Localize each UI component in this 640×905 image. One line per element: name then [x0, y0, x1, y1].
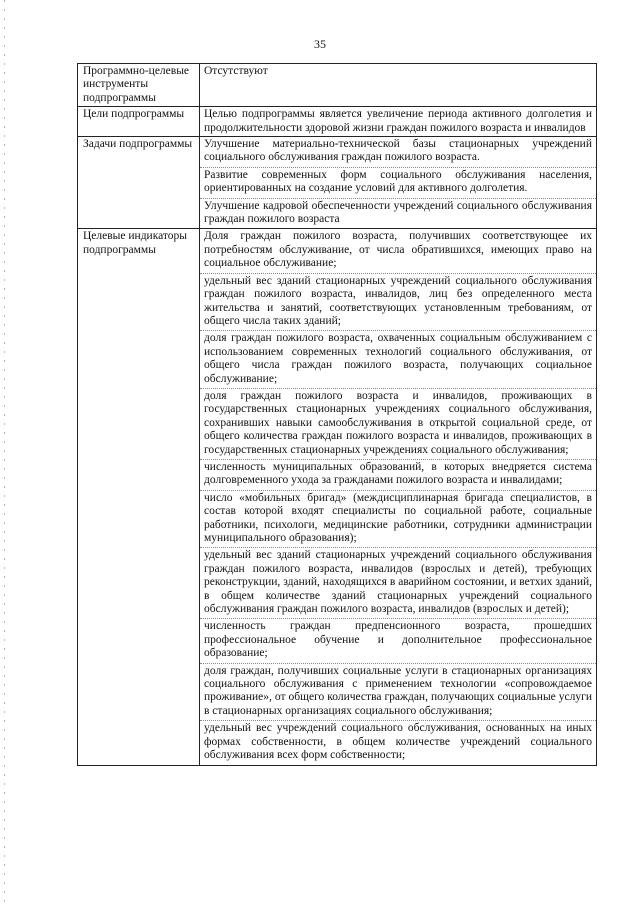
row-paragraph: удельный вес учреждений социального обслуживания, основанных на иных формах собственности, в общем количестве учреждений социального обслуживания всех форм собственности; [204, 722, 592, 762]
row-paragraph: доля граждан пожилого возраста, охваченных социальным обслуживанием с использованием современных технологий социального обслуживания, от общего числа граждан пожилого возраста, получающих социальное обслуживание; [200, 331, 596, 389]
row-paragraph: Улучшение материально-технической базы стационарных учреждений социального обслуживания граждан пожилого возраста. [200, 137, 596, 168]
passport-table [77, 63, 597, 766]
row-paragraph: число «мобильных бригад» (междисциплинарная бригада специалистов, в состав которой входят специалисты по социальной работе, социальные работники, психологи, медицинские работники, сотрудники администрации муниципального образования); [200, 491, 596, 549]
row-label: Цели подпрограммы [78, 107, 200, 137]
row-paragraph: Целью подпрограммы является увеличение периода активного долголетия и продолжительности здоровой жизни граждан пожилого возраста и инвалидов [204, 108, 592, 134]
row-paragraph: доля граждан, получивших социальные услуги в стационарных организациях социального обслуживания с применением технологии «сопровождаемое проживание», от общего количества граждан, получающих социальные услуги в стационарных организациях социального обслуживания; [200, 664, 596, 722]
table-row [78, 64, 597, 107]
page-number: 35 [314, 37, 326, 51]
row-paragraph: численность граждан предпенсионного возраста, прошедших профессиональное обучение и дополнительное профессиональное образование; [200, 619, 596, 663]
row-paragraph: Развитие современных форм социального обслуживания населения, ориентированных на создание условий для активного долголетия. [200, 168, 596, 199]
row-paragraph: Улучшение кадровой обеспеченности учреждений социального обслуживания граждан пожилого возраста [204, 199, 592, 226]
row-label: Целевые индикаторы подпрограммы [78, 229, 200, 765]
row-label: Задачи подпрограммы [78, 137, 200, 229]
row-content [200, 229, 597, 765]
table-row [78, 107, 597, 137]
row-paragraph: Доля граждан пожилого возраста, получивших соответствующее их потребностям обслуживание, от числа обратившихся, имеющих право на социальное обслуживание; [200, 229, 596, 273]
row-content [200, 137, 597, 229]
table-row [78, 229, 597, 765]
row-content [200, 64, 597, 107]
table-row [78, 137, 597, 229]
row-paragraph: удельный вес зданий стационарных учреждений социального обслуживания граждан пожилого возраста, инвалидов (взрослых и детей), требующих реконструкции, зданий, находящихся в аварийном состоянии, и ветхих зданий, в общем количестве зданий стационарных учреждений социального обслуживания граждан пожилого возраста, инвалидов (взрослых и детей); [200, 548, 596, 619]
row-paragraph: численность муниципальных образований, в которых внедряется система долговременного ухода за гражданами пожилого возраста и инвалидами; [200, 460, 596, 491]
scan-edge-mark [4, 0, 5, 905]
row-content [200, 107, 597, 137]
row-label: Программно-целевые инструменты подпрограммы [78, 64, 200, 107]
row-paragraph: доля граждан пожилого возраста и инвалидов, проживающих в государственных стационарных учреждениях социального обслуживания, сохранивших навыки самообслуживания в открытой социальной среде, от общего количества граждан пожилого возраста и инвалидов, проживающих в государственных стационарных учреждениях социального обслуживания; [200, 389, 596, 460]
row-paragraph: Отсутствуют [204, 65, 268, 77]
row-paragraph: удельный вес зданий стационарных учреждений социального обслуживания граждан пожилого возраста, инвалидов, лиц без определенного места жительства и занятий, соответствующих установленным требованиям, от общего числа таких зданий; [200, 274, 596, 332]
